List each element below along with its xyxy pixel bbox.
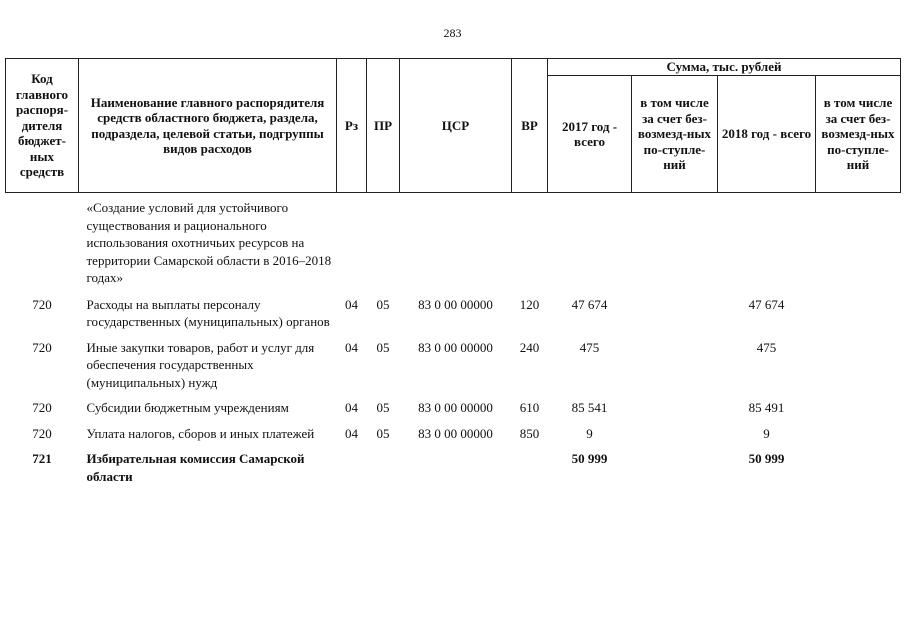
cell-2018-total: 47 674 — [748, 296, 785, 312]
cell-vr — [512, 193, 548, 287]
cell-rz — [337, 193, 367, 287]
cell-2018-gratuitous — [816, 417, 901, 443]
header-2017-total: 2017 год - всего — [548, 76, 632, 193]
header-name: Наименование главного распорядителя средств областного бюджета, раздела, подраздела, целевой статьи, подгруппы видов расходов — [79, 59, 337, 193]
header-rz: Рз — [337, 59, 367, 193]
cell-2018-total: 85 491 — [748, 400, 785, 415]
cell-vr: 240 — [519, 339, 540, 355]
cell-2018-gratuitous — [816, 331, 901, 392]
cell-code: 720 — [32, 425, 52, 441]
cell-csr: 83 0 00 00000 — [418, 339, 493, 355]
cell-vr — [512, 442, 548, 485]
cell-pr — [367, 442, 400, 485]
table-row — [6, 391, 901, 417]
cell-2017-gratuitous — [632, 287, 718, 331]
table-row — [6, 442, 901, 485]
cell-2018-total — [718, 193, 816, 287]
cell-pr: 05 — [376, 400, 390, 415]
cell-code: 720 — [32, 339, 52, 355]
cell-2018-gratuitous — [816, 287, 901, 331]
cell-name: Иные закупки товаров, работ и услуг для обеспечения государственных (муниципальных) нужд — [86, 339, 315, 390]
cell-rz: 04 — [345, 425, 358, 441]
header-pr: ПР — [367, 59, 400, 193]
header-vr: ВР — [512, 59, 548, 193]
budget-table — [5, 58, 901, 485]
cell-rz: 04 — [345, 339, 358, 355]
cell-2017-gratuitous — [632, 193, 718, 287]
cell-csr — [400, 193, 512, 287]
cell-2017-total: 475 — [579, 339, 600, 355]
cell-2018-total: 9 — [763, 425, 770, 441]
cell-2018-gratuitous — [816, 193, 901, 287]
cell-code: 721 — [32, 451, 52, 466]
header-2018-gratuitous: в том числе за счет без-возмезд-ных по-ступле-ний — [816, 76, 901, 193]
cell-vr: 610 — [519, 400, 540, 415]
cell-2018-gratuitous — [816, 391, 901, 417]
table-row — [6, 331, 901, 392]
cell-name: Расходы на выплаты персоналу государственных (муниципальных) органов — [86, 296, 330, 329]
cell-pr: 05 — [376, 296, 390, 312]
header-csr: ЦСР — [400, 59, 512, 193]
cell-2017-gratuitous — [632, 391, 718, 417]
header-code: Код главного распоря-дителя бюджет-ных средств — [6, 59, 79, 193]
cell-csr: 83 0 00 00000 — [418, 400, 493, 415]
cell-pr — [367, 193, 400, 287]
cell-pr: 05 — [376, 339, 390, 355]
cell-2017-total — [548, 193, 632, 287]
cell-2017-total: 50 999 — [571, 451, 608, 466]
cell-code: 720 — [32, 296, 52, 312]
cell-rz — [337, 442, 367, 485]
cell-name: «Создание условий для устойчивого существования и рационального использования охотничьих ресурсов на территории Самарской области в 2016–2018 годах» — [86, 200, 332, 285]
cell-csr: 83 0 00 00000 — [418, 296, 493, 312]
cell-vr: 120 — [519, 296, 540, 312]
cell-name: Уплата налогов, сборов и иных платежей — [86, 425, 315, 441]
cell-csr: 83 0 00 00000 — [418, 425, 493, 441]
cell-name: Субсидии бюджетным учреждениям — [86, 400, 289, 415]
cell-2018-total: 50 999 — [748, 451, 785, 466]
cell-rz: 04 — [345, 296, 358, 312]
cell-2017-gratuitous — [632, 442, 718, 485]
cell-2018-total: 475 — [756, 339, 777, 355]
page-number: 283 — [443, 26, 462, 40]
table-header — [6, 59, 901, 193]
cell-2017-gratuitous — [632, 331, 718, 392]
cell-2017-total: 85 541 — [571, 400, 608, 415]
cell-2018-gratuitous — [816, 442, 901, 485]
cell-2017-total: 9 — [586, 425, 593, 441]
table-row — [6, 287, 901, 331]
cell-rz: 04 — [345, 400, 358, 415]
header-sum: Сумма, тыс. рублей — [548, 59, 901, 76]
header-2017-gratuitous: в том числе за счет без-возмезд-ных по-ступле-ний — [632, 76, 718, 193]
table-body — [6, 193, 901, 486]
cell-csr — [400, 442, 512, 485]
table-row — [6, 417, 901, 443]
cell-name: Избирательная комиссия Самарской области — [86, 451, 305, 484]
table-row — [6, 193, 901, 287]
cell-code: 720 — [32, 400, 52, 415]
header-2018-total: 2018 год - всего — [718, 76, 816, 193]
cell-vr: 850 — [519, 425, 540, 441]
cell-2017-total: 47 674 — [571, 296, 608, 312]
cell-code — [6, 193, 79, 287]
cell-2017-gratuitous — [632, 417, 718, 443]
cell-pr: 05 — [376, 425, 390, 441]
